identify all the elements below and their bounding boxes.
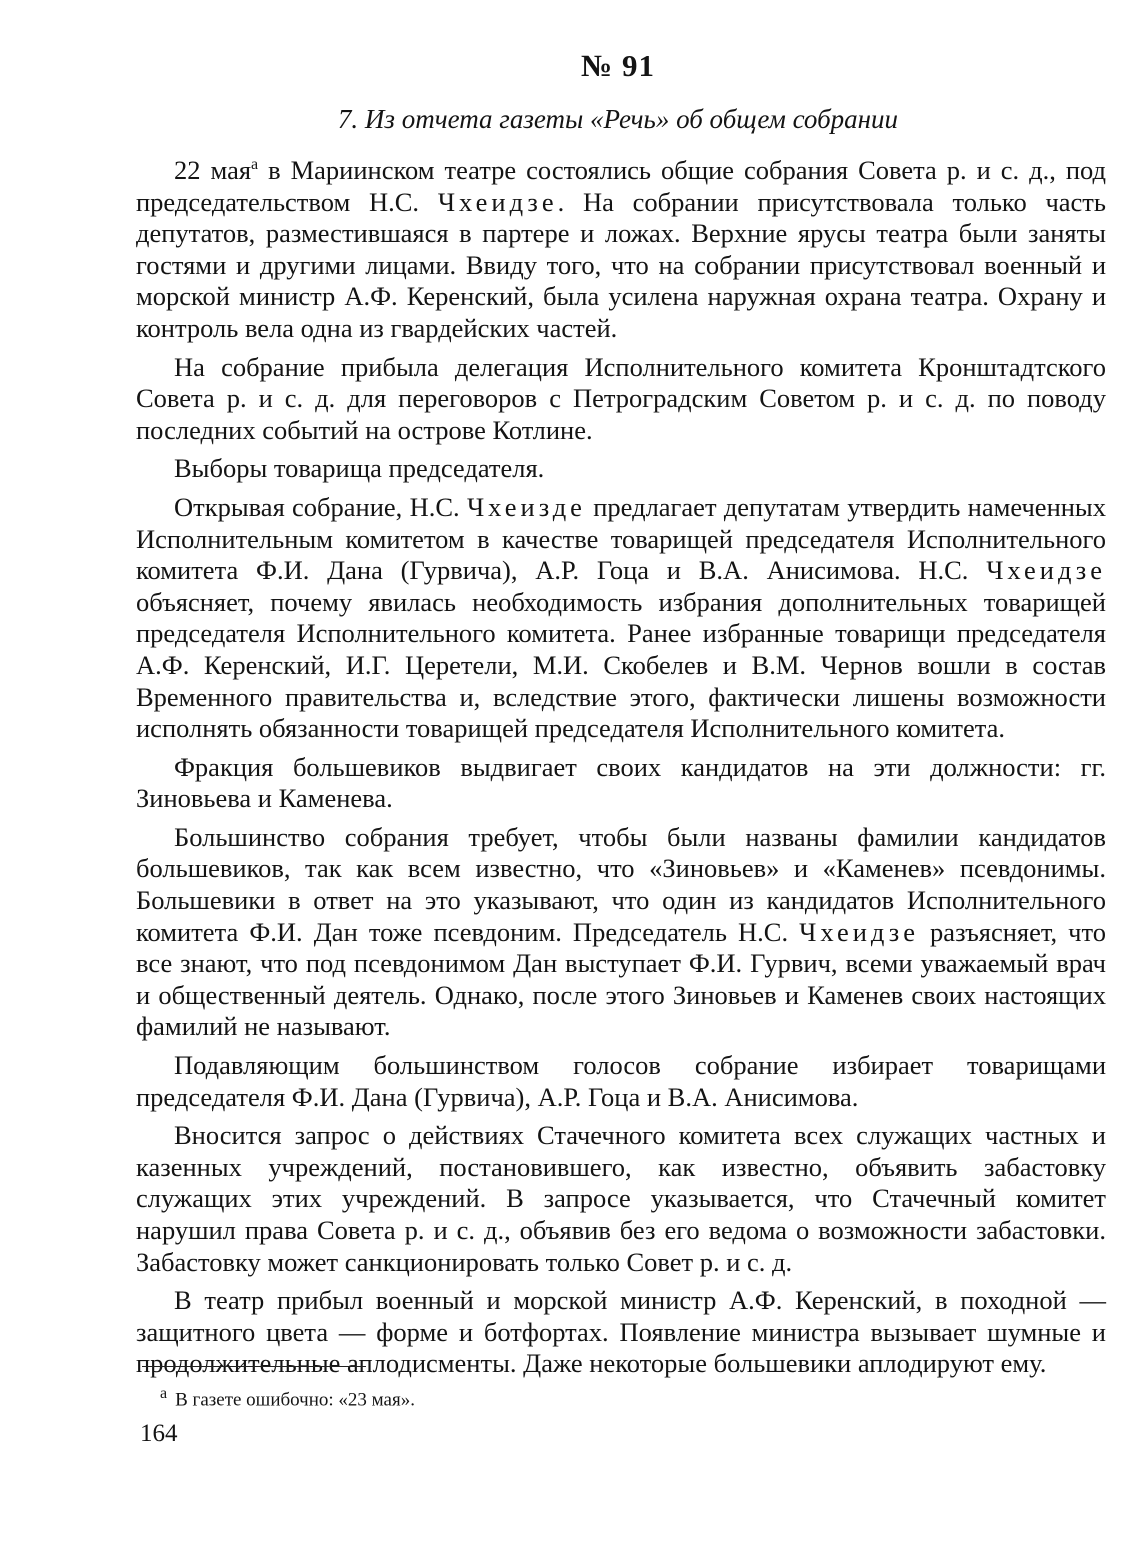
paragraph: На собрание прибыла делегация Исполнительного комитета Кронштадтского Совета р. и с. д. для переговоров с Петроградским Советом р. и с. д. по поводу последних событий на острове Котлине. xyxy=(136,351,1106,445)
paragraph: Вносится запрос о действиях Стачечного комитета всех служащих частных и казенных учреждений, постановившего, как известно, объявить забастовку служащих этих учреждений. В запросе указывается, что Стачечный комитет нарушил права Совета р. и с. д., объявив без его ведома о возможности забастовки. Забастовку может санкционировать только Совет р. и с. д. xyxy=(136,1120,1106,1277)
person-name: Чхеидзе xyxy=(437,186,558,217)
footnote-divider xyxy=(142,1366,366,1367)
text-span: Открывая собрание, Н.С. xyxy=(174,491,467,522)
document-body xyxy=(136,155,1106,1387)
paragraph: Фракция большевиков выдвигает своих кандидатов на эти должности: гг. Зиновьева и Каменева. xyxy=(136,751,1106,814)
person-name: Чхеидзе xyxy=(986,555,1106,586)
text-span: в Мариинском театре состоялись общие собрания Совета р. и с. д., под председательством Н.С. xyxy=(136,155,1106,217)
text-span: объясняет, почему явилась необходимость избрания дополнительных товарищей председателя Исполнительного комитета. Ранее избранные товарищи председателя А.Ф. Керенский, И.Г. Церетели, М.И. Скобелев и В.М. Чернов вошли в состав Временного правительства и, вследствие этого, фактически лишены возможности исполнять обязанности товарищей председателя Исполнительного комитета. xyxy=(136,586,1106,744)
footnote-reference: а xyxy=(251,156,259,174)
person-name: Чхеидзе xyxy=(799,916,919,947)
footnote-mark: а xyxy=(160,1385,168,1402)
document-number: № 91 xyxy=(581,48,655,83)
paragraph: В театр прибыл военный и морской министр А.Ф. Керенский, в походной — защитного цвета — форме и ботфортах. Появление министра вызывает шумные и продолжительные аплодисменты. Даже некоторые большевики аплодируют ему. xyxy=(136,1285,1106,1379)
paragraph xyxy=(136,155,1106,345)
text-span: предлагает депутатам утвердить намеченных Исполнительным комитетом в качестве товарищей председателя Исполнительного комитета Ф.И. Дана (Гурвича), А.Р. Гоца и В.А. Анисимова. Н.С. xyxy=(136,491,1106,586)
text-span: разъясняет, что все знают, что под псевдонимом Дан выступает Ф.И. Гурвич, всеми уважаемый врач и общественный деятель. Однако, после этого Зиновьев и Каменев своих настоящих фамилий не называют. xyxy=(136,916,1106,1042)
text-span: 22 мая xyxy=(174,155,252,185)
paragraph xyxy=(136,822,1106,1043)
footnote-text: В газете ошибочно: «23 мая». xyxy=(175,1389,415,1411)
text-span: . На собрании присутствовала только часть депутатов, разместившаяся в партере и ложах. Верхние ярусы театра были заняты гостями и другими лицами. Ввиду того, что на собрании присутствовал военный и морской министр А.Ф. Керенский, была усилена наружная охрана театра. Охрану и контроль вела одна из гвардейских частей. xyxy=(136,186,1106,343)
paragraph: Подавляющим большинством голосов собрание избирает товарищами председателя Ф.И. Дана (Гурвича), А.Р. Гоца и В.А. Анисимова. xyxy=(136,1050,1106,1112)
footnote xyxy=(160,1385,415,1411)
text-span: Большинство собрания требует, чтобы были названы фамилии кандидатов большевиков, так как всем известно, что «Зиновьев» и «Каменев» псевдонимы. Большевики в ответ на это указывают, что один из кандидатов Исполнительного комитета Ф.И. Дан тоже псевдоним. Председатель Н.С. xyxy=(136,821,1106,947)
person-name: Чхеизде xyxy=(466,491,586,522)
paragraph: Выборы товарища председателя. xyxy=(174,453,545,484)
document-title: 7. Из отчета газеты «Речь» об общем собрании xyxy=(337,104,899,134)
page-number: 164 xyxy=(140,1420,178,1447)
paragraph xyxy=(136,492,1106,745)
